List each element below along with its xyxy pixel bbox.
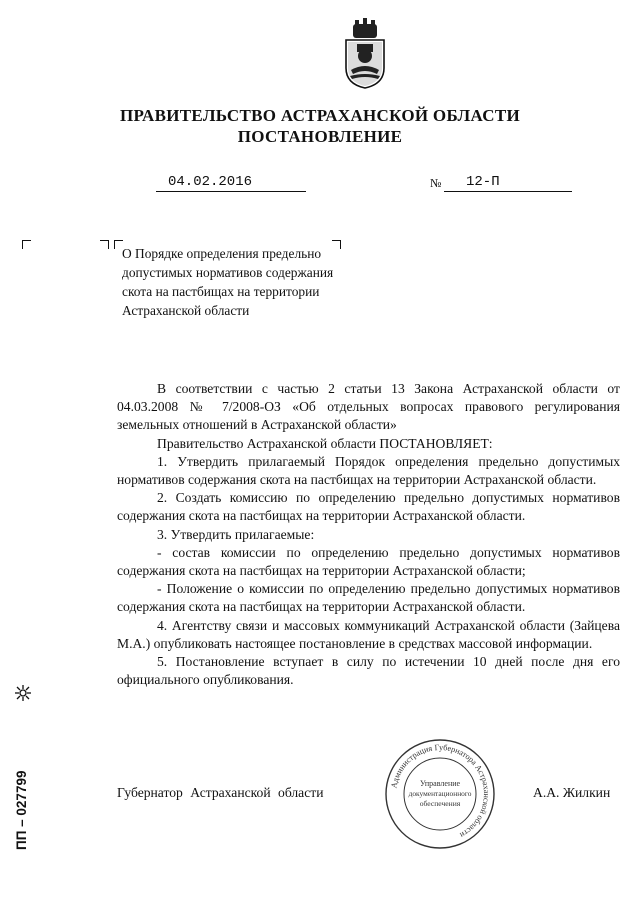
official-stamp <box>384 738 496 850</box>
ornament-icon <box>14 684 32 702</box>
number-line <box>444 174 572 192</box>
number-label: № <box>430 176 442 190</box>
paragraph-preamble: В соответствии с частью 2 статьи 13 Закона Астраханской области от 04.03.2008 № 7/2008-ОЗ «Об отдельных вопросах правового регулирования земельных отношений в Астраханской области» <box>117 381 620 433</box>
stamp-ring-text: Администрация Губернатора Астраханской области <box>389 742 492 840</box>
document-date: 04.02.2016 <box>168 174 253 190</box>
corner-mark-subject-start-a <box>100 240 109 249</box>
serial-number-block <box>14 700 34 850</box>
serial-number: ПП – 027799 <box>14 770 29 850</box>
org-title: ПРАВИТЕЛЬСТВО АСТРАХАНСКОЙ ОБЛАСТИ <box>120 106 520 125</box>
paragraph-item-3-b: - Положение о комиссии по определению предельно допустимых нормативов содержания скота на пастбищах на территории Астраханской области. <box>117 581 620 615</box>
stamp-line-2: документационного <box>408 789 472 798</box>
signatory-position: Губернатор Астраханской области <box>117 785 324 800</box>
signatory-name: А.А. Жилкин <box>533 785 611 800</box>
stamp-line-3: обеспечения <box>419 799 461 808</box>
paragraph-item-2: 2. Создать комиссию по определению предельно допустимых нормативов содержания скота на пастбищах на территории Астраханской области. <box>117 490 620 524</box>
paragraph-resolves: Правительство Астраханской области ПОСТАНОВЛЯЕТ: <box>157 435 493 451</box>
subject-text: О Порядке определения предельно допустимых нормативов содержания скота на пастбищах на территории Астраханской области <box>122 246 334 318</box>
document-number: 12-П <box>466 174 500 190</box>
paragraph-item-3: 3. Утвердить прилагаемые: <box>157 526 315 542</box>
paragraph-item-1: 1. Утвердить прилагаемый Порядок определения предельно допустимых нормативов содержания скота на пастбищах на территории Астраханской области. <box>117 453 620 488</box>
paragraph-item-5: 5. Постановление вступает в силу по истечении 10 дней после дня его официального опубликования. <box>117 654 620 688</box>
paragraph-item-3-a: - состав комиссии по определению предельно допустимых нормативов содержания скота на пастбищах на территории Астраханской области; <box>117 544 620 579</box>
decree-body <box>117 380 620 689</box>
stamp-line-1: Управление <box>419 779 461 788</box>
corner-mark-left <box>22 240 31 249</box>
coat-of-arms-icon <box>342 18 388 90</box>
document-type: ПОСТАНОВЛЕНИЕ <box>237 127 403 146</box>
paragraph-item-4: 4. Агентству связи и массовых коммуникаций Астраханской области (Зайцева М.А.) опубликовать настоящее постановление в средствах массовой информации. <box>117 617 620 651</box>
date-line <box>156 174 306 192</box>
